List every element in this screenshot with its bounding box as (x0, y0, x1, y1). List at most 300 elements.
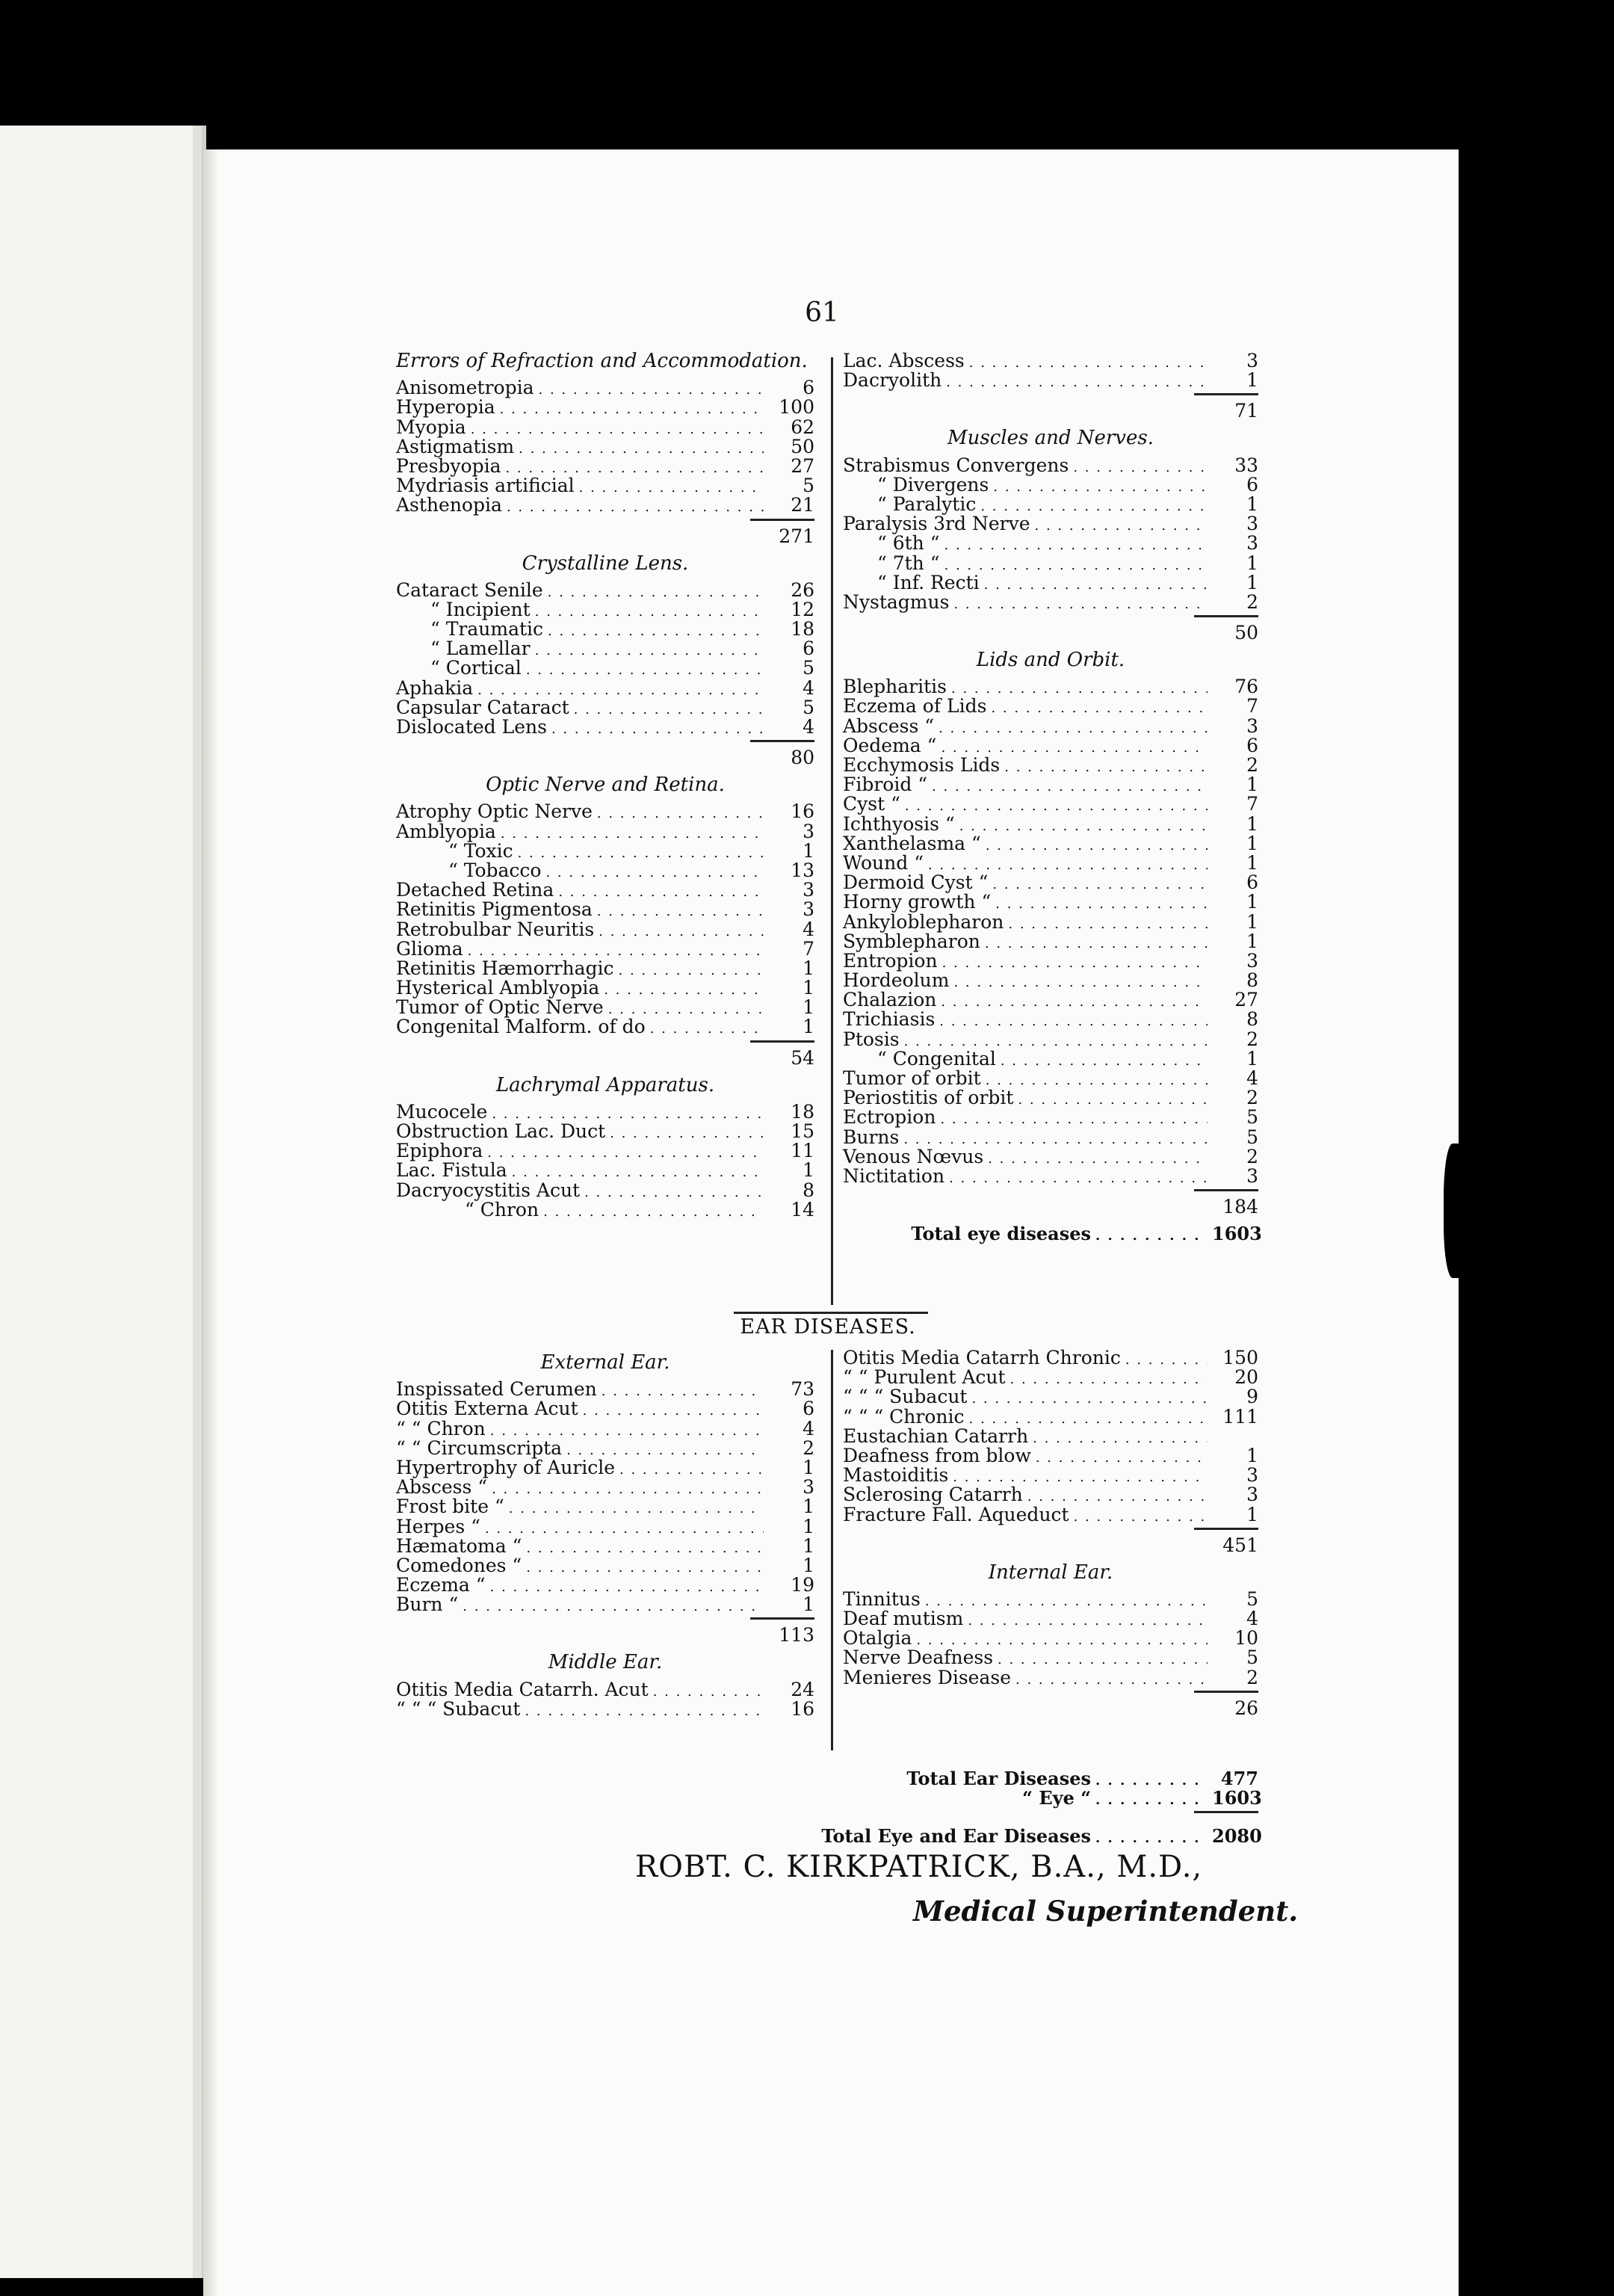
row-label: Mydriasis artificial (396, 475, 575, 497)
row-value: 27 (791, 454, 814, 477)
leader-dots (653, 1682, 764, 1702)
row-label: Nystagmus (843, 590, 950, 613)
table-row (396, 1419, 814, 1439)
row-label: Periostitis of orbit (843, 1087, 1014, 1109)
leader-dots (986, 836, 1208, 856)
leader-dots (535, 641, 764, 661)
table-row (396, 1556, 814, 1576)
table-row (396, 1181, 814, 1200)
row-value: 1 (803, 1016, 814, 1038)
row-value: 3 (1246, 949, 1258, 972)
table-row (843, 873, 1258, 892)
section-title: Muscles and Nerves. (947, 427, 1154, 450)
row-value: 62 (791, 416, 814, 438)
table-row (843, 697, 1258, 716)
table-row (396, 880, 814, 900)
row-value: 6 (1246, 473, 1258, 496)
row-label: Tumor of orbit (843, 1067, 981, 1090)
page-edge-stain (1444, 1144, 1466, 1278)
leader-dots (535, 602, 764, 622)
leader-dots (650, 1019, 764, 1039)
table-row (843, 1164, 1258, 1187)
row-label: Mastoiditis (843, 1464, 949, 1487)
row-value: 5 (803, 475, 814, 497)
row-label: Inspissated Cerumen (396, 1378, 597, 1401)
leader-dots (1033, 1429, 1208, 1448)
row-label: Wound “ (843, 851, 924, 874)
row-label: Asthenopia (396, 494, 502, 516)
table-row (396, 578, 814, 601)
row-label: Hysterical Amblyopia (396, 977, 600, 999)
row-value: 1 (803, 1456, 814, 1478)
row-value: 2 (1246, 590, 1258, 613)
section-title: Crystalline Lens. (522, 552, 689, 575)
table-row (843, 456, 1258, 475)
leader-dots (991, 699, 1208, 718)
row-value: 5 (1246, 1587, 1258, 1610)
leader-dots (492, 1480, 764, 1499)
row-label: Ecchymosis Lids (843, 754, 1001, 777)
table-row (843, 1128, 1258, 1147)
total-label: Total Ear Diseases (906, 1768, 1091, 1789)
table-row (396, 718, 814, 737)
summary-totals (843, 1768, 1262, 1813)
row-value: 3 (1246, 1484, 1258, 1506)
table-row (396, 1200, 814, 1220)
row-value: 19 (791, 1574, 814, 1596)
row-value: 3 (1246, 715, 1258, 737)
row-value: 33 (1234, 454, 1258, 476)
row-value: 5 (1246, 1647, 1258, 1669)
table-row (843, 1030, 1258, 1049)
row-value: 18 (791, 1100, 814, 1123)
row-value: 1 (803, 996, 814, 1019)
row-value: 4 (803, 716, 814, 738)
leader-dots (953, 973, 1208, 993)
row-label: Blepharitis (843, 676, 947, 698)
leader-dots (941, 993, 1208, 1012)
ear-diseases-right-column (843, 1348, 1258, 1726)
table-row (843, 910, 1258, 933)
row-label: “ 7th “ (877, 552, 940, 574)
table-row (843, 1049, 1258, 1069)
table-row (396, 418, 814, 437)
row-value: 5 (1246, 1126, 1258, 1148)
row-label: Amblyopia (396, 820, 496, 842)
row-label: “ Inf. Recti (877, 571, 980, 593)
table-row (843, 1446, 1258, 1466)
table-row (843, 573, 1258, 593)
row-label: Otitis Externa Acut (396, 1398, 578, 1420)
leader-dots (1015, 1670, 1208, 1690)
leader-dots (995, 895, 1208, 914)
table-row (843, 590, 1258, 613)
row-value: 1 (803, 1159, 814, 1182)
row-label: Anisometropia (396, 377, 534, 399)
row-value: 3 (803, 898, 814, 921)
row-value: 18 (791, 618, 814, 641)
section-title: Lids and Orbit. (976, 649, 1125, 672)
table-row (396, 1478, 814, 1497)
table-row (843, 892, 1258, 912)
leader-dots (602, 1382, 764, 1401)
leader-dots (1036, 1448, 1208, 1468)
row-value: 1 (1246, 1047, 1258, 1070)
row-value: 73 (791, 1378, 814, 1401)
row-label: Dacryolith (843, 369, 942, 392)
table-row (843, 1010, 1258, 1029)
row-label: Ichthyosis “ (843, 812, 955, 835)
row-label: Fibroid “ (843, 774, 928, 796)
row-value: 2 (1246, 1666, 1258, 1688)
row-value: 1 (1246, 910, 1258, 933)
row-value: 8 (803, 1179, 814, 1201)
row-value: 8 (1246, 969, 1258, 992)
table-row (396, 1380, 814, 1399)
section-total-value: 50 (1194, 615, 1258, 640)
table-row (396, 1122, 814, 1141)
row-label: Dacryocystitis Acut (396, 1179, 581, 1201)
table-row (843, 495, 1258, 514)
row-label: Burns (843, 1126, 900, 1148)
row-label: Aphakia (396, 676, 474, 699)
table-row (396, 698, 814, 718)
row-label: Tinnitus (843, 1587, 921, 1610)
table-row (843, 932, 1258, 951)
table-row (843, 775, 1258, 794)
section-title: Internal Ear. (988, 1561, 1113, 1584)
section-total (843, 615, 1258, 644)
leader-dots (944, 556, 1208, 575)
table-row (843, 677, 1258, 697)
row-value: 150 (1222, 1347, 1258, 1368)
leader-dots (940, 1110, 1208, 1129)
row-value: 2 (803, 1436, 814, 1459)
row-label: “ Chron (465, 1198, 539, 1220)
leader-dots (548, 622, 764, 641)
row-value: 24 (791, 1678, 814, 1700)
total-value: 1603 (1212, 1787, 1262, 1809)
table-row (843, 1485, 1258, 1505)
table-row (843, 951, 1258, 971)
row-label: Frost bite “ (396, 1496, 504, 1518)
table-row (396, 1399, 814, 1419)
table-row (843, 971, 1258, 990)
table-row (396, 822, 814, 842)
row-label: Tumor of Optic Nerve (396, 996, 604, 1019)
table-row (396, 1017, 814, 1037)
table-row (396, 861, 814, 880)
row-label: Entropion (843, 949, 938, 972)
section-total-value: 113 (750, 1617, 814, 1642)
table-row (396, 496, 814, 515)
row-value: 4 (1246, 1608, 1258, 1630)
row-label: Detached Retina (396, 879, 554, 901)
row-label: Presbyopia (396, 454, 501, 477)
leader-dots (1074, 1507, 1208, 1527)
page-number: 61 (805, 297, 839, 328)
row-label: Xanthelasma “ (843, 832, 981, 854)
row-label: Paralysis 3rd Nerve (843, 513, 1030, 535)
row-label: Retrobulbar Neuritis (396, 918, 595, 940)
eye-diseases-left-column (396, 351, 814, 1220)
row-value: 1 (1246, 851, 1258, 874)
leader-dots (519, 439, 764, 459)
row-label: Menieres Disease (843, 1666, 1011, 1688)
row-label: Lac. Abscess (843, 350, 965, 371)
table-row (843, 475, 1258, 495)
leader-dots (490, 1578, 764, 1597)
table-row (396, 639, 814, 658)
row-label: Comedones “ (396, 1554, 522, 1576)
leader-dots (599, 922, 764, 942)
leader-dots (485, 1519, 764, 1539)
summary-total-row (843, 1787, 1262, 1809)
section-total (396, 1040, 814, 1069)
total-label: “ Eye “ (1022, 1787, 1091, 1809)
leader-dots (1035, 516, 1208, 536)
row-value: 16 (791, 1697, 814, 1720)
table-row (396, 398, 814, 417)
row-value: 26 (791, 578, 814, 601)
leader-dots (1004, 758, 1208, 777)
section-total (396, 519, 814, 547)
row-value: 3 (803, 820, 814, 842)
section-total (843, 1189, 1258, 1218)
row-label: Lac. Fistula (396, 1159, 507, 1182)
table-row (843, 514, 1258, 534)
row-value: 1 (803, 839, 814, 862)
row-label: Strabismus Convergens (843, 454, 1069, 476)
leader-dots (1095, 1226, 1208, 1246)
table-row (843, 1629, 1258, 1648)
section-total-value: 184 (1194, 1189, 1258, 1214)
row-value: 4 (803, 918, 814, 940)
row-label: “ 6th “ (877, 532, 940, 555)
row-value: 6 (1246, 871, 1258, 894)
leader-dots (610, 1124, 764, 1144)
page-gutter-shadow (203, 149, 220, 2296)
row-value: 1 (1246, 774, 1258, 796)
row-label: “ Paralytic (877, 493, 977, 515)
row-label: “ Divergens (877, 473, 989, 496)
row-value: 7 (803, 937, 814, 960)
table-row (843, 736, 1258, 756)
table-row (843, 1466, 1258, 1485)
row-value: 2 (1246, 1087, 1258, 1109)
row-label: Ectropion (843, 1106, 936, 1129)
leader-dots (968, 1611, 1208, 1631)
row-label: “ “ “ Subacut (843, 1386, 968, 1408)
row-label: Retinitis Pigmentosa (396, 898, 593, 921)
leader-dots (507, 498, 764, 517)
table-row (843, 1427, 1258, 1446)
sum-rule (843, 1811, 1258, 1813)
table-row (396, 1436, 814, 1459)
leader-dots (959, 817, 1208, 836)
row-label: Dermoid Cyst “ (843, 871, 989, 894)
leader-dots (583, 1401, 764, 1421)
section-total-value: 271 (750, 519, 814, 543)
row-label: “ “ Circumscripta (396, 1436, 563, 1459)
leader-dots (584, 1183, 764, 1203)
leader-dots (1001, 1052, 1208, 1071)
leader-dots (971, 1389, 1208, 1409)
row-label: Deafness from blow (843, 1444, 1031, 1466)
row-value: 1 (1246, 571, 1258, 593)
leader-dots (1095, 1773, 1208, 1789)
table-row (843, 554, 1258, 573)
row-label: Venous Nœvus (843, 1145, 984, 1167)
leader-dots (463, 1597, 764, 1617)
row-label: Dislocated Lens (396, 716, 547, 738)
leader-dots (574, 700, 764, 720)
row-value: 12 (791, 598, 814, 620)
row-value: 76 (1234, 676, 1258, 698)
leader-dots (988, 1149, 1208, 1169)
section-total (843, 393, 1258, 422)
leader-dots (1010, 1370, 1208, 1389)
row-value: 1 (803, 1554, 814, 1576)
table-row (843, 1609, 1258, 1629)
leader-dots (619, 1460, 764, 1480)
leader-dots (1095, 1830, 1208, 1846)
table-row (396, 998, 814, 1017)
row-label: Epiphora (396, 1140, 483, 1162)
row-value: 5 (803, 657, 814, 679)
table-row (843, 794, 1258, 814)
row-label: Cataract Senile (396, 578, 543, 601)
row-value: 7 (1246, 793, 1258, 815)
table-row (396, 959, 814, 978)
row-label: Mucocele (396, 1100, 488, 1123)
row-value: 13 (791, 859, 814, 881)
row-value: 6 (1246, 734, 1258, 756)
row-value: 1 (1246, 1444, 1258, 1466)
table-row (396, 1697, 814, 1720)
table-row (843, 1147, 1258, 1167)
leader-dots (597, 902, 764, 922)
leader-dots (984, 575, 1208, 595)
row-value: 3 (1246, 513, 1258, 535)
leader-dots (604, 981, 764, 1000)
section-title: Errors of Refraction and Accommodation. (396, 350, 808, 372)
row-value: 6 (803, 377, 814, 399)
grand-total (792, 1825, 1262, 1848)
table-row (396, 1680, 814, 1700)
row-label: Glioma (396, 937, 463, 960)
leader-dots (953, 595, 1208, 614)
total-eye-diseases (843, 1223, 1262, 1245)
table-row (396, 1161, 814, 1180)
table-row (843, 1407, 1258, 1427)
row-label: Otalgia (843, 1627, 912, 1650)
table-row (396, 802, 814, 821)
row-value: 7 (1246, 695, 1258, 718)
row-value: 16 (791, 800, 814, 823)
table-row (843, 717, 1258, 736)
leader-dots (1018, 1090, 1208, 1110)
leader-dots (932, 777, 1208, 797)
row-label: Trichiasis (843, 1008, 936, 1031)
row-value: 2 (1246, 1028, 1258, 1050)
leader-dots (548, 583, 764, 602)
row-label: Eustachian Catarrh (843, 1425, 1029, 1447)
leader-dots (985, 934, 1208, 954)
row-label: “ Traumatic (430, 618, 544, 641)
row-label: “ “ Chron (396, 1417, 486, 1439)
leader-dots (509, 1499, 764, 1519)
total-value: 1603 (1212, 1223, 1262, 1245)
leader-dots (944, 536, 1208, 555)
ear-diseases-heading: EAR DISEASES. (740, 1315, 916, 1339)
row-value: 1 (1246, 493, 1258, 515)
row-value: 1 (1246, 832, 1258, 854)
row-value: 11 (791, 1140, 814, 1162)
row-label: Myopia (396, 416, 466, 438)
section-total-value: 80 (750, 740, 814, 765)
table-row (843, 834, 1258, 854)
table-row (396, 378, 814, 398)
leader-dots (992, 875, 1208, 895)
leader-dots (525, 1702, 764, 1721)
row-value: 3 (1246, 350, 1258, 371)
table-row (396, 1517, 814, 1537)
table-row (843, 1069, 1258, 1088)
summary-total-row (843, 1768, 1258, 1787)
row-label: Fracture Fall. Aqueduct (843, 1503, 1069, 1525)
leader-dots (939, 719, 1208, 738)
row-value: 6 (803, 638, 814, 660)
row-label: Congenital Malform. of do (396, 1016, 646, 1038)
row-value: 14 (791, 1198, 814, 1220)
row-value: 3 (1246, 1464, 1258, 1487)
row-value: 100 (779, 396, 814, 419)
row-label: Otitis Media Catarrh. Acut (396, 1678, 649, 1700)
leader-dots (501, 824, 764, 844)
leader-dots (543, 1203, 764, 1222)
section-total (843, 1528, 1258, 1556)
leader-dots (1073, 458, 1208, 478)
leader-dots (518, 844, 764, 863)
leader-dots (579, 478, 764, 498)
row-value: 5 (803, 696, 814, 718)
row-label: “ Tobacco (448, 859, 542, 881)
total-value: 477 (1220, 1768, 1258, 1789)
grand-total-value: 2080 (1212, 1825, 1262, 1847)
row-label: Hæmatoma “ (396, 1534, 522, 1557)
row-label: “ Congenital (877, 1047, 996, 1070)
row-label: Abscess “ (396, 1476, 488, 1499)
row-label: Astigmatism (396, 435, 515, 457)
row-label: Eczema of Lids (843, 695, 987, 718)
leader-dots (526, 661, 764, 680)
table-row (843, 351, 1258, 371)
row-value: 4 (803, 1417, 814, 1439)
row-label: “ “ “ Chronic (843, 1405, 965, 1428)
leader-dots (949, 1169, 1208, 1188)
table-row (843, 1387, 1258, 1407)
row-label: Retinitis Hæmorrhagic (396, 957, 614, 979)
row-label: “ Incipient (430, 598, 531, 620)
section-title: External Ear. (540, 1351, 670, 1374)
leader-dots (969, 354, 1208, 373)
row-value: 1 (1246, 891, 1258, 913)
leader-dots (545, 863, 764, 883)
section-title: Lachrymal Apparatus. (495, 1073, 715, 1096)
section-total (396, 740, 814, 769)
row-value: 2 (1246, 754, 1258, 777)
